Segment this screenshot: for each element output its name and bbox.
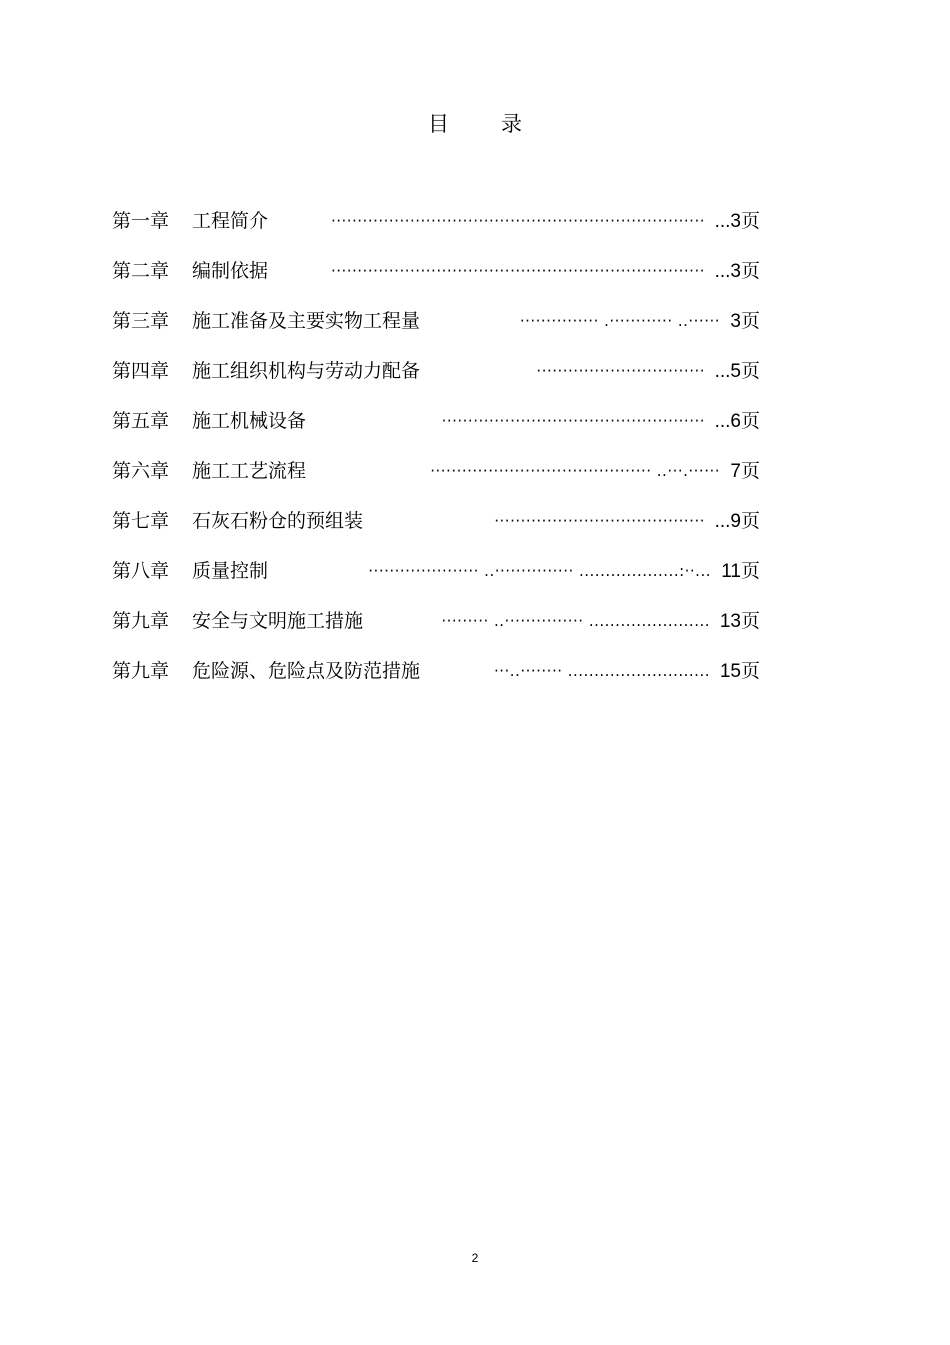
toc-page-unit: 页 bbox=[740, 510, 760, 532]
toc-dot-leader: ········· ..··············· ....................... bbox=[441, 612, 710, 630]
toc-page-number: ...6 bbox=[714, 411, 741, 432]
toc-chapter-number: 第二章 bbox=[112, 260, 170, 282]
toc-title-char-2: 录 bbox=[501, 112, 522, 136]
toc-page-unit: 页 bbox=[740, 310, 760, 332]
toc-page-ref bbox=[730, 307, 760, 336]
toc-dot-leader: ·········································· ..···.······ bbox=[430, 462, 720, 480]
toc-chapter-number: 第四章 bbox=[112, 360, 170, 382]
toc-page-ref bbox=[721, 557, 760, 586]
toc-page-unit: 页 bbox=[740, 560, 760, 582]
toc-chapter-title: 施工准备及主要实物工程量 bbox=[192, 310, 421, 332]
toc-chapter-number: 第九章 bbox=[112, 610, 170, 632]
toc-page-ref bbox=[730, 457, 760, 486]
toc-dot-leader: ···..········ ........................... bbox=[494, 662, 710, 680]
toc-dot-leader: ·················································· bbox=[441, 412, 705, 430]
toc-chapter-title: 施工机械设备 bbox=[192, 410, 307, 432]
toc-chapter-number: 第五章 bbox=[112, 410, 170, 432]
toc-page-ref bbox=[720, 657, 760, 686]
toc-chapter-number: 第八章 bbox=[112, 560, 170, 582]
toc-page-unit: 页 bbox=[740, 660, 760, 682]
toc-page-number: ...5 bbox=[714, 361, 741, 382]
toc-page-ref bbox=[715, 407, 760, 436]
toc-page-unit: 页 bbox=[740, 260, 760, 282]
toc-chapter-number: 第六章 bbox=[112, 460, 170, 482]
toc-page-unit: 页 bbox=[740, 460, 760, 482]
toc-page-number: 15 bbox=[719, 661, 741, 682]
toc-title-char-1: 目 bbox=[428, 112, 449, 136]
toc-page-unit: 页 bbox=[740, 210, 760, 232]
toc-dot-leader: ··············· .············ ..······ bbox=[519, 312, 720, 330]
toc-page-unit: 页 bbox=[740, 610, 760, 632]
toc-page-ref bbox=[715, 507, 760, 536]
toc-page-unit: 页 bbox=[740, 410, 760, 432]
toc-page-ref bbox=[720, 607, 760, 636]
toc-entry[interactable] bbox=[112, 457, 760, 507]
toc-dot-leader: ······································································· bbox=[330, 262, 705, 280]
toc-page-number: ...3 bbox=[714, 211, 741, 232]
toc-page-number: 13 bbox=[719, 611, 741, 632]
toc-title bbox=[0, 108, 950, 138]
toc-dot-leader: ····················· ..··············· ...................:··... bbox=[368, 562, 711, 580]
toc-dot-leader: ······································································· bbox=[330, 212, 705, 230]
toc-page-number: ...9 bbox=[714, 511, 741, 532]
toc-page-ref bbox=[715, 257, 760, 286]
toc-entry[interactable] bbox=[112, 307, 760, 357]
toc-chapter-title: 施工组织机构与劳动力配备 bbox=[192, 360, 421, 382]
toc-entry[interactable] bbox=[112, 257, 760, 307]
toc-entry[interactable] bbox=[112, 657, 760, 707]
toc-dot-leader: ································ bbox=[536, 362, 705, 380]
toc-chapter-title: 质量控制 bbox=[192, 560, 269, 582]
toc-chapter-title: 工程简介 bbox=[192, 210, 269, 232]
toc-dot-leader: ········································ bbox=[494, 512, 705, 530]
toc-chapter-title: 危险源、危险点及防范措施 bbox=[192, 660, 421, 682]
page-number: 2 bbox=[471, 1251, 479, 1265]
table-of-contents bbox=[112, 207, 760, 707]
toc-entry[interactable] bbox=[112, 207, 760, 257]
toc-chapter-number: 第一章 bbox=[112, 210, 170, 232]
toc-page-number: ...3 bbox=[714, 261, 741, 282]
toc-page-number: 11 bbox=[721, 561, 741, 582]
toc-page-number: 3 bbox=[730, 311, 741, 332]
toc-chapter-title: 施工工艺流程 bbox=[192, 460, 307, 482]
toc-chapter-number: 第七章 bbox=[112, 510, 170, 532]
toc-chapter-title: 安全与文明施工措施 bbox=[192, 610, 364, 632]
toc-page-unit: 页 bbox=[740, 360, 760, 382]
toc-entry[interactable] bbox=[112, 357, 760, 407]
toc-chapter-title: 石灰石粉仓的预组装 bbox=[192, 510, 364, 532]
toc-entry[interactable] bbox=[112, 607, 760, 657]
toc-chapter-number: 第九章 bbox=[112, 660, 170, 682]
toc-chapter-number: 第三章 bbox=[112, 310, 170, 332]
toc-chapter-title: 编制依据 bbox=[192, 260, 269, 282]
toc-entry[interactable] bbox=[112, 407, 760, 457]
toc-page-number: 7 bbox=[730, 461, 741, 482]
toc-entry[interactable] bbox=[112, 557, 760, 607]
toc-page-ref bbox=[715, 357, 760, 386]
toc-page-ref bbox=[715, 207, 760, 236]
toc-entry[interactable] bbox=[112, 507, 760, 557]
